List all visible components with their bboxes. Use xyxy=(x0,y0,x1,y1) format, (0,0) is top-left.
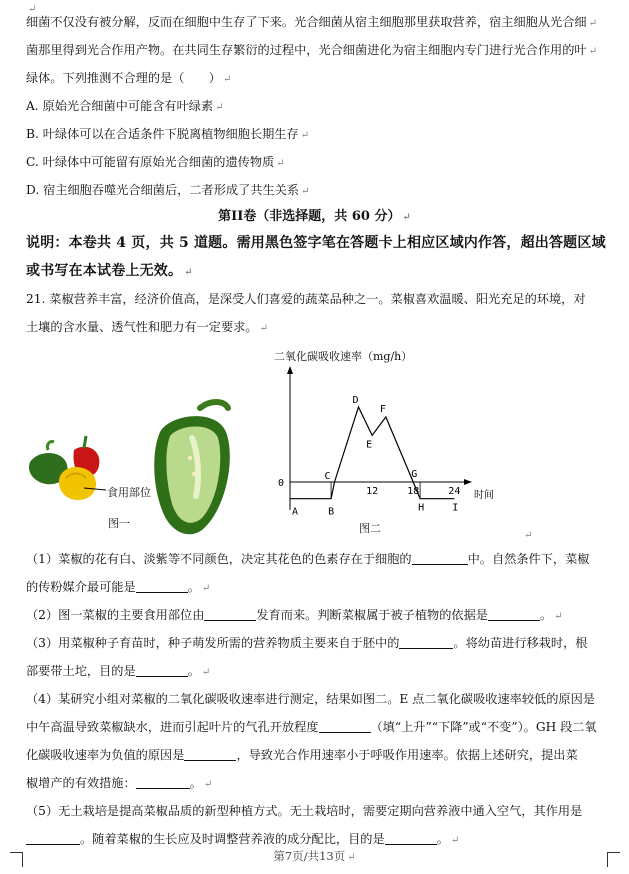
point-label-i: I xyxy=(452,502,459,514)
question-5-line-2: 。随着菜椒的生长应及时调整营养液的成分配比，目的是 。 ↵ xyxy=(26,831,459,849)
answer-blank[interactable] xyxy=(184,748,236,761)
question-4-line-2: 中午高温导致菜椒缺水，进而引起叶片的气孔开放程度 （填“上升”“下降”或“不变”）。GH 段二氧 xyxy=(26,720,597,734)
figure-1-peppers xyxy=(20,392,260,542)
intro-line-1: 细菌不仅没有被分解，反而在细胞中生存了下来。光合细菌从宿主细胞那里获取营养，宿主细胞从光合细 ↵ xyxy=(26,15,598,29)
figure-2-chart xyxy=(270,362,520,518)
answer-blank[interactable] xyxy=(26,832,80,845)
page-footer: 第7页/共13页 ↵ xyxy=(273,849,356,863)
cut-green-pepper-image xyxy=(154,402,230,534)
section-note-line-1: 说明：本卷共 4 页，共 5 道题。需用黑色签字笔在答题卡上相应区域内作答，超出答题区域 xyxy=(26,235,606,251)
option-b: B. 叶绿体可以在合适条件下脱离植物细胞长期生存 ↵ xyxy=(26,127,310,141)
answer-blank[interactable] xyxy=(204,608,256,621)
series-line xyxy=(290,407,454,499)
figure-1-label: 食用部位 xyxy=(107,486,151,499)
section-note-line-2: 或书写在本试卷上无效。 ↵ xyxy=(26,263,193,279)
question-2: （2）图一菜椒的主要食用部位由 发育而来。判断菜椒属于被子植物的依据是 。 ↵ xyxy=(26,608,563,622)
answer-blank[interactable] xyxy=(136,776,190,789)
point-label-h: H xyxy=(418,502,425,514)
question-1-line-2: 的传粉媒介最可能是 。 ↵ xyxy=(26,580,211,594)
answer-blank[interactable] xyxy=(136,580,188,593)
question-4-line-3: 化碳吸收速率为负值的原因是 ，导致光合作用速率小于呼吸作用速率。依据上述研究，提出菜 xyxy=(26,748,578,762)
x-tick-label: 18 xyxy=(407,486,420,497)
x-tick-label: 12 xyxy=(366,486,379,497)
y-axis-arrow xyxy=(287,366,293,374)
x-tick-label: 24 xyxy=(448,486,461,497)
answer-blank[interactable] xyxy=(412,552,468,565)
question-3-line-2: 部要带土坨，目的是 。 ↵ xyxy=(26,664,211,678)
point-label-c: C xyxy=(324,471,331,482)
intro-line-3: 绿体。下列推测不合理的是（ ） ↵ xyxy=(26,71,232,85)
figure-1-caption: 图一 xyxy=(108,517,130,530)
point-label-d: D xyxy=(352,395,359,406)
q21-line-2: 土壤的含水量、透气性和肥力有一定要求。 ↵ xyxy=(26,320,268,334)
point-label-f: F xyxy=(379,404,386,415)
answer-blank[interactable] xyxy=(136,664,188,677)
answer-blank[interactable] xyxy=(399,636,453,649)
answer-blank[interactable] xyxy=(385,832,437,845)
top-paragraph-mark: ↵ xyxy=(28,4,37,15)
question-4-line-1: （4）某研究小组对菜椒的二氧化碳吸收速率进行测定，结果如图二。E 点二氧化碳吸收速率较低的原因是 xyxy=(26,692,595,706)
x-axis-arrow xyxy=(464,479,472,485)
question-5-line-1: （5）无土栽培是提高菜椒品质的新型种植方式。无土栽培时，需要定期向营养液中通入空气，其作用是 xyxy=(26,804,583,818)
figure-2-caption: 图二 xyxy=(359,522,381,535)
question-1-line-1: （1）菜椒的花有白、淡紫等不同颜色，决定其花色的色素存在于细胞的 中。自然条件下，菜椒 xyxy=(26,552,590,566)
section-title: 第II卷（非选择题，共 60 分） ↵ xyxy=(218,209,411,224)
question-4-line-4: 椒增产的有效措施： 。 ↵ xyxy=(26,776,213,790)
answer-blank[interactable] xyxy=(488,608,540,621)
x-axis-label: 时间 xyxy=(474,490,494,501)
point-label-e: E xyxy=(366,439,373,451)
answer-blank[interactable] xyxy=(319,720,371,733)
figure-paragraph-mark: ↵ xyxy=(524,530,533,541)
point-label-g: G xyxy=(411,469,418,480)
point-label-b: B xyxy=(328,506,335,518)
option-d: D. 宿主细胞吞噬光合细菌后，二者形成了共生关系 ↵ xyxy=(26,183,310,197)
q21-line-1: 21. 菜椒营养丰富，经济价值高，是深受人们喜爱的蔬菜品种之一。菜椒喜欢温暖、阳光充足的环境，对 xyxy=(26,292,586,306)
question-3-line-1: （3）用菜椒种子育苗时，种子萌发所需的营养物质主要来自于胚中的 。将幼苗进行移栽时，根 xyxy=(26,636,588,650)
option-c: C. 叶绿体中可能留有原始光合细菌的遗传物质 ↵ xyxy=(26,155,285,169)
x-tick-label: 0 xyxy=(278,478,285,489)
intro-line-2: 菌那里得到光合作用产物。在共同生存繁衍的过程中，光合细菌进化为宿主细胞内专门进行光合作用的叶 ↵ xyxy=(26,43,598,57)
chart-ylabel: 二氧化碳吸收速率（mg/h） xyxy=(274,350,413,363)
option-a: A. 原始光合细菌中可能含有叶绿素 ↵ xyxy=(26,99,224,113)
point-label-a: A xyxy=(292,506,299,518)
